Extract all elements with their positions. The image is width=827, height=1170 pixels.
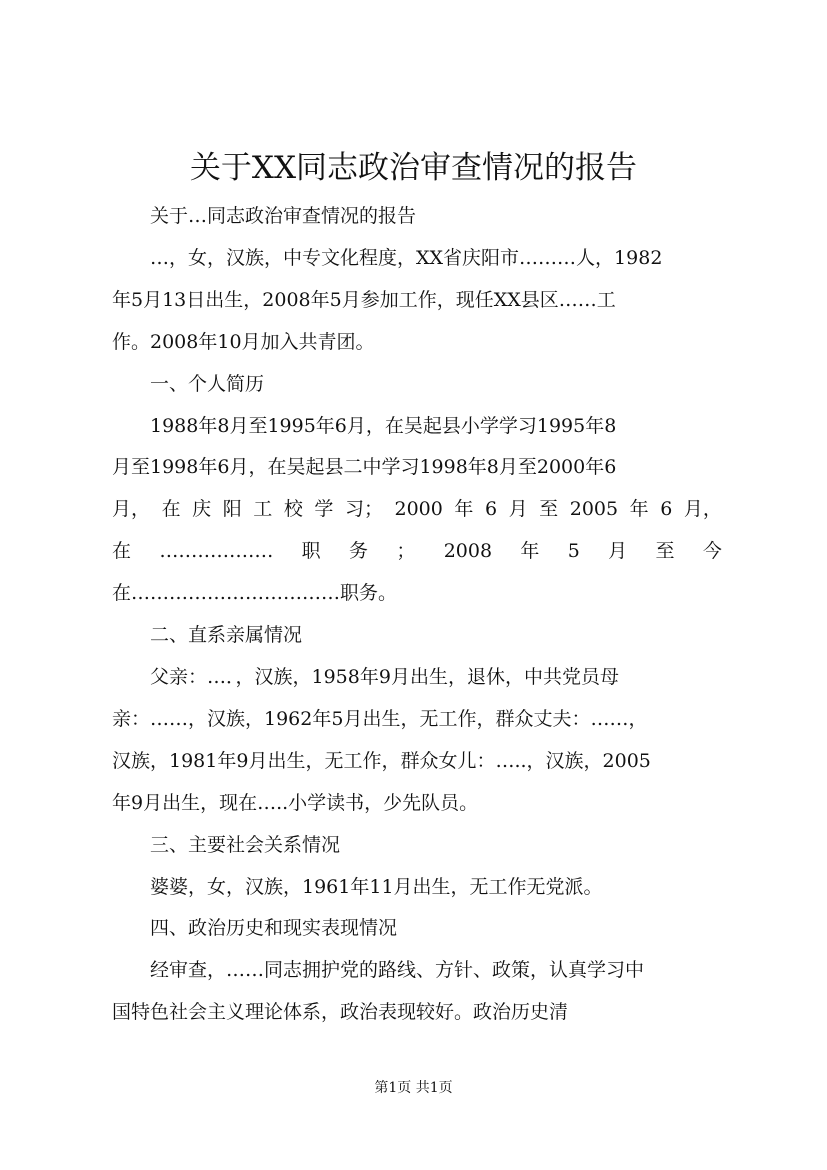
intro-line: 年5月13日出生，2008年5月参加工作，现任XX县区……工	[112, 288, 616, 311]
resume-token: 校	[283, 498, 303, 521]
resume-token: 月	[508, 498, 528, 521]
subtitle: 关于…同志政治审查情况的报告	[150, 205, 417, 227]
review-paragraph	[112, 950, 722, 1034]
review-line: 经审查，……同志拥护党的路线、方针、政策，认真学习中	[150, 959, 645, 982]
resume-token: 职	[301, 540, 321, 563]
resume-token: 在	[112, 540, 132, 563]
resume-token: 2000	[394, 498, 443, 521]
resume-token: 工	[253, 498, 273, 521]
intro-line: 作。2008年10月加入共青团。	[112, 330, 375, 353]
resume-token: 2005	[569, 498, 619, 521]
resume-token: 5	[567, 540, 580, 563]
section-heading-family: 二、直系亲属情况	[150, 624, 303, 647]
social-paragraph: 婆婆，女，汉族，1961年11月出生，无工作无党派。	[150, 875, 603, 898]
resume-token: 2008	[443, 540, 493, 563]
resume-token: 至	[655, 540, 675, 563]
resume-token: 月，	[683, 498, 722, 521]
section-heading-review: 四、政治历史和现实表现情况	[150, 917, 398, 940]
resume-line: 月至1998年6月，在吴起县二中学习1998年8月至2000年6	[112, 456, 617, 479]
resume-token: 年	[454, 498, 474, 521]
resume-token: 庆	[192, 498, 212, 521]
document-body	[112, 196, 722, 1034]
resume-paragraph	[112, 406, 722, 616]
review-line: 国特色社会主义理论体系，政治表现较好。政治历史清	[112, 1001, 569, 1024]
resume-token: 6	[660, 498, 673, 521]
intro-paragraph	[112, 238, 722, 364]
resume-token: 年	[629, 498, 649, 521]
page-footer: 第1页 共1页	[374, 1080, 453, 1096]
intro-line: …，女，汉族，中专文化程度，XX省庆阳市………人，1982	[150, 246, 663, 269]
section-heading-social: 三、主要社会关系情况	[150, 833, 341, 856]
resume-token: ；	[396, 540, 416, 563]
family-line: 父亲：…．，汉族，1958年9月出生，退休，中共党员母	[150, 665, 619, 688]
resume-token: 月，	[112, 498, 151, 521]
resume-token: ………………	[159, 540, 274, 563]
section-heading-resume: 一、个人简历	[150, 372, 265, 395]
family-line: 年9月出生，现在…..小学读书，少先队员。	[112, 791, 479, 814]
document-title: 关于XX同志政治审查情况的报告	[189, 150, 638, 186]
resume-spread-line	[112, 531, 722, 573]
family-line: 汉族，1981年9月出生，无工作，群众女儿：…..，汉族，2005	[112, 749, 651, 772]
resume-token: 阳	[222, 498, 242, 521]
family-line: 亲：……，汉族，1962年5月出生，无工作，群众丈夫：……，	[112, 707, 648, 730]
resume-token: 至	[539, 498, 559, 521]
resume-token: 在	[161, 498, 181, 521]
resume-line: 在……………………………职务。	[112, 582, 398, 605]
resume-token: 月	[608, 540, 628, 563]
resume-token: 年	[520, 540, 540, 563]
resume-line: 1988年8月至1995年6月，在吴起县小学学习1995年8	[150, 414, 617, 437]
resume-token: 习；	[344, 498, 383, 521]
resume-token: 6	[484, 498, 498, 521]
family-paragraph	[112, 657, 722, 825]
resume-token: 务	[349, 540, 369, 563]
resume-token: 学	[314, 498, 334, 521]
resume-token: 今	[702, 540, 722, 563]
resume-spread-line	[112, 489, 722, 531]
